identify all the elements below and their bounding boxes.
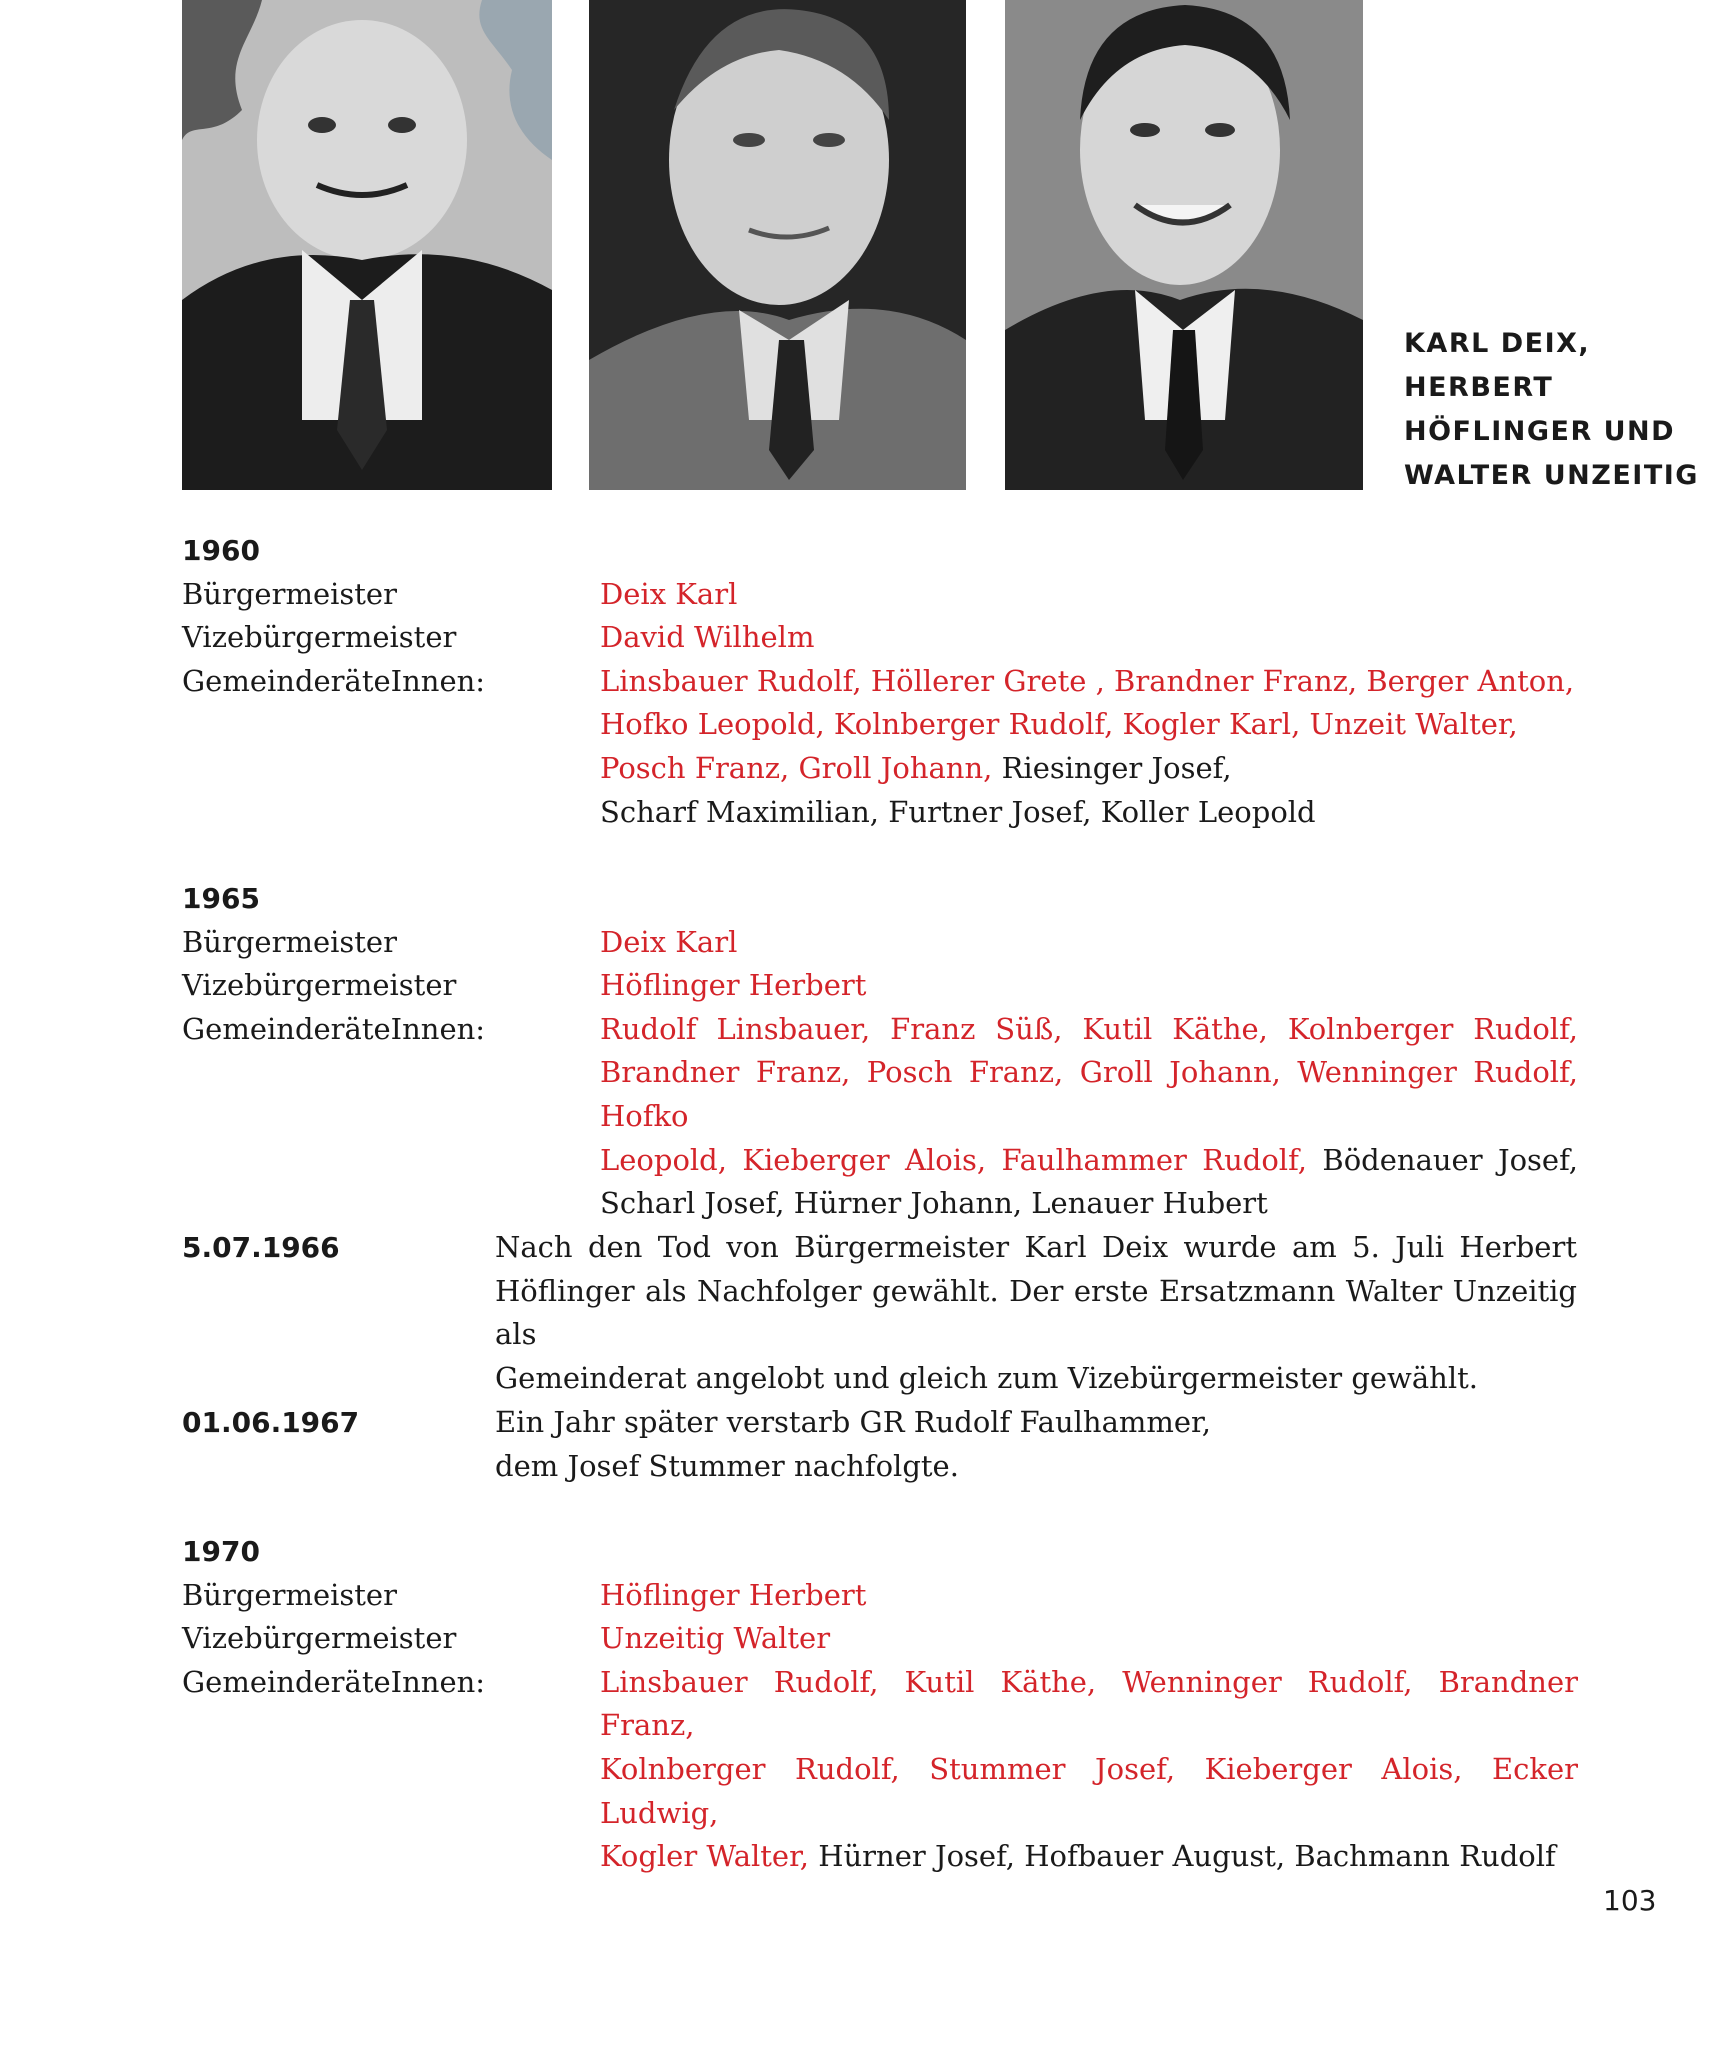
- council-1960: [182, 529, 1582, 834]
- event-line: Gemeinderat angelobt und gleich zum Vizebürgermeister gewählt.: [495, 1360, 1478, 1395]
- council-line: Rudolf Linsbauer, Franz Süß, Kutil Käthe, Kolnberger Rudolf,: [600, 1011, 1578, 1046]
- vice-mayor-label: Vizebürgermeister: [182, 620, 457, 655]
- vice-mayor-label: Vizebürgermeister: [182, 1621, 457, 1656]
- vice-mayor-name: Höflinger Herbert: [600, 968, 867, 1003]
- council-line: [600, 1835, 1578, 1879]
- council-line: Scharf Maximilian, Furtner Josef, Koller Leopold: [600, 794, 1316, 829]
- event-text: [495, 1401, 1577, 1488]
- council-line: Linsbauer Rudolf, Kutil Käthe, Wenninger Rudolf, Brandner Franz,: [600, 1664, 1578, 1743]
- council-names-red: Posch Franz, Groll Johann,: [600, 750, 993, 785]
- caption-line: KARL DEIX,: [1404, 328, 1591, 359]
- vice-mayor-label: Vizebürgermeister: [182, 968, 457, 1003]
- council-1965: [182, 877, 1582, 1226]
- council-names-black: Bödenauer Josef,: [1307, 1142, 1579, 1177]
- council-line: Kolnberger Rudolf, Stummer Josef, Kieberger Alois, Ecker Ludwig,: [600, 1751, 1578, 1830]
- council-names-red: Kogler Walter,: [600, 1839, 809, 1874]
- year-heading: 1970: [182, 1535, 260, 1568]
- mayor-name: Höflinger Herbert: [600, 1577, 867, 1612]
- council-1970: [182, 1530, 1582, 1879]
- portrait-karl-deix: [182, 0, 552, 490]
- vice-mayor-name: David Wilhelm: [600, 620, 815, 655]
- council-names-black: Hürner Josef, Hofbauer August, Bachmann Rudolf: [809, 1839, 1556, 1874]
- council-label: GemeinderäteInnen:: [182, 1011, 486, 1046]
- council-line: Brandner Franz, Posch Franz, Groll Johann, Wenninger Rudolf, Hofko: [600, 1055, 1578, 1133]
- event-date: 01.06.1967: [182, 1406, 360, 1439]
- year-heading: 1965: [182, 882, 260, 915]
- page-number: 103: [1603, 1884, 1657, 1917]
- event-line: Ein Jahr später verstarb GR Rudolf Faulhammer,: [495, 1405, 1211, 1439]
- council-line: Linsbauer Rudolf, Höllerer Grete , Brandner Franz, Berger Anton,: [600, 663, 1575, 698]
- event-text: [495, 1226, 1577, 1400]
- event-line: dem Josef Stummer nachfolgte.: [495, 1448, 959, 1483]
- council-members: [600, 660, 1574, 834]
- photo-caption: [1404, 322, 1704, 498]
- vice-mayor-name: Unzeitig Walter: [600, 1621, 831, 1656]
- council-line: Scharl Josef, Hürner Johann, Lenauer Hubert: [600, 1186, 1268, 1221]
- caption-line: HERBERT: [1404, 372, 1554, 403]
- event-line: Nach den Tod von Bürgermeister Karl Deix wurde am 5. Juli Herbert: [495, 1230, 1577, 1264]
- council-label: GemeinderäteInnen:: [182, 663, 486, 698]
- mayor-label: Bürgermeister: [182, 1577, 397, 1612]
- council-names-red: Leopold, Kieberger Alois, Faulhammer Rudolf,: [600, 1142, 1307, 1177]
- council-members: [600, 1661, 1578, 1879]
- caption-line: HÖFLINGER UND: [1404, 416, 1676, 447]
- caption-line: WALTER UNZEITIG: [1404, 460, 1699, 491]
- portrait-herbert-hoeflinger: [589, 0, 966, 490]
- council-members: [600, 1008, 1578, 1226]
- council-line: Hofko Leopold, Kolnberger Rudolf, Kogler Karl, Unzeit Walter,: [600, 707, 1518, 742]
- year-heading: 1960: [182, 534, 260, 567]
- event-line: Höflinger als Nachfolger gewählt. Der erste Ersatzmann Walter Unzeitig als: [495, 1273, 1577, 1352]
- portrait-walter-unzeitig: [1005, 0, 1363, 490]
- mayor-label: Bürgermeister: [182, 924, 397, 959]
- mayor-label: Bürgermeister: [182, 576, 397, 611]
- council-line: [600, 747, 1574, 791]
- council-label: GemeinderäteInnen:: [182, 1664, 486, 1699]
- event-date: 5.07.1966: [182, 1231, 340, 1264]
- council-line: [600, 1139, 1578, 1183]
- mayor-name: Deix Karl: [600, 576, 738, 611]
- council-names-black: Riesinger Josef,: [992, 750, 1232, 785]
- mayor-name: Deix Karl: [600, 924, 738, 959]
